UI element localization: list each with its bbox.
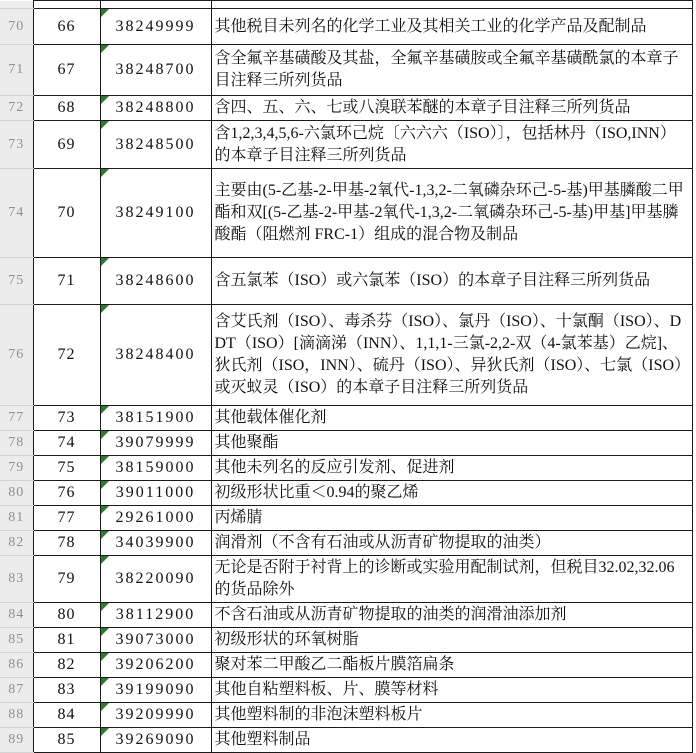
code-cell[interactable] — [100, 305, 211, 406]
sequence-cell[interactable]: 70 — [33, 169, 100, 258]
code-cell[interactable] — [100, 456, 211, 481]
code-value: 38248500 — [115, 135, 196, 153]
table-row — [0, 96, 692, 121]
sequence-cell[interactable]: 72 — [33, 305, 100, 406]
sequence-cell[interactable]: 71 — [33, 258, 100, 305]
code-cell[interactable] — [100, 556, 211, 603]
description-cell[interactable]: 含五氯苯（ISO）或六氯苯（ISO）的本章子目注释三所列货品 — [211, 258, 692, 305]
code-value: 38220090 — [115, 570, 196, 587]
code-cell[interactable] — [100, 431, 211, 456]
sequence-cell[interactable]: 73 — [33, 406, 100, 431]
table-row — [0, 628, 692, 653]
error-triangle-icon — [101, 506, 109, 514]
description-cell[interactable]: 其他塑料制品 — [211, 728, 692, 753]
code-value: 34039900 — [115, 534, 196, 551]
error-triangle-icon — [101, 169, 109, 177]
description-cell[interactable]: 无论是否附于衬背上的诊断或实验用配制试剂，但税目32.02,32.06的货品除外 — [211, 556, 692, 603]
error-triangle-icon — [101, 531, 109, 539]
sequence-cell[interactable]: 80 — [33, 603, 100, 628]
table-row — [0, 703, 692, 728]
code-cell[interactable] — [100, 506, 211, 531]
description-cell[interactable]: 主要由(5-乙基-2-甲基-2氧代-1,3,2-二氧磷杂环己-5-基)甲基膦酸二甲酯和双[(5-乙基-2-甲基-2氧代-1,3,2-二氧磷杂环己-5-基)甲基]甲基膦酸酯（阻燃剂 FRC-1）组成的混合物及制品 — [211, 169, 692, 258]
description-cell[interactable]: 其他税目未列名的化学工业及其相关工业的化学产品及配制品 — [211, 9, 692, 45]
error-triangle-icon — [101, 456, 109, 464]
sequence-cell[interactable]: 81 — [33, 628, 100, 653]
sequence-cell[interactable]: 68 — [33, 96, 100, 121]
row-header-cell[interactable]: 85 — [0, 628, 33, 653]
code-value: 39011000 — [115, 484, 196, 501]
table-row — [0, 678, 692, 703]
row-header-cell[interactable] — [0, 1, 33, 9]
code-cell[interactable] — [100, 406, 211, 431]
description-cell[interactable] — [211, 1, 692, 9]
description-cell[interactable]: 含四、五、六、七或八溴联苯醚的本章子目注释三所列货品 — [211, 96, 692, 121]
row-header-cell[interactable]: 74 — [0, 169, 33, 258]
table-row — [0, 556, 692, 603]
code-cell[interactable] — [100, 45, 211, 96]
code-value: 39206200 — [115, 656, 196, 673]
code-cell[interactable] — [100, 603, 211, 628]
table-row — [0, 1, 692, 9]
description-cell[interactable]: 含1,2,3,4,5,6-六氯环己烷〔六六六（ISO）〕，包括林丹（ISO,INN）的本章子目注释三所列货品 — [211, 121, 692, 169]
code-cell[interactable] — [100, 678, 211, 703]
description-cell[interactable]: 初级形状的环氧树脂 — [211, 628, 692, 653]
code-value: 38112900 — [115, 606, 196, 623]
description-cell[interactable]: 丙烯腈 — [211, 506, 692, 531]
code-cell[interactable] — [100, 169, 211, 258]
code-value: 29261000 — [115, 509, 196, 526]
row-header-cell[interactable]: 75 — [0, 258, 33, 305]
row-header-cell[interactable]: 84 — [0, 603, 33, 628]
row-header-cell[interactable]: 81 — [0, 506, 33, 531]
sequence-cell[interactable] — [33, 1, 100, 9]
description-cell[interactable]: 其他自粘塑料板、片、膜等材料 — [211, 678, 692, 703]
row-header-cell[interactable]: 70 — [0, 9, 33, 45]
row-header-cell[interactable]: 72 — [0, 96, 33, 121]
error-triangle-icon — [101, 96, 109, 104]
table-row — [0, 45, 692, 96]
row-header-cell[interactable]: 76 — [0, 305, 33, 406]
sequence-cell[interactable]: 82 — [33, 653, 100, 678]
error-triangle-icon — [101, 603, 109, 611]
error-triangle-icon — [101, 628, 109, 636]
code-value: 38249100 — [115, 204, 196, 221]
row-header-cell[interactable]: 83 — [0, 556, 33, 603]
error-triangle-icon — [101, 9, 109, 17]
description-cell[interactable]: 不含石油或从沥青矿物提取的油类的润滑油添加剂 — [211, 603, 692, 628]
description-cell[interactable]: 其他塑料制的非泡沫塑料板片 — [211, 703, 692, 728]
description-cell[interactable]: 其他载体催化剂 — [211, 406, 692, 431]
code-cell[interactable] — [100, 703, 211, 728]
row-header-cell[interactable]: 79 — [0, 456, 33, 481]
row-header-cell[interactable]: 73 — [0, 121, 33, 169]
error-triangle-icon — [101, 258, 109, 266]
code-value: 39269090 — [115, 731, 196, 748]
description-cell[interactable]: 聚对苯二甲酸乙二酯板片膜箔扁条 — [211, 653, 692, 678]
error-triangle-icon — [101, 678, 109, 686]
code-cell[interactable] — [100, 258, 211, 305]
row-header-cell[interactable]: 77 — [0, 406, 33, 431]
table-row — [0, 169, 692, 258]
row-header-cell[interactable]: 86 — [0, 653, 33, 678]
row-header-cell[interactable]: 71 — [0, 45, 33, 96]
table-row — [0, 653, 692, 678]
error-triangle-icon — [101, 406, 109, 414]
description-cell[interactable]: 其他聚酯 — [211, 431, 692, 456]
error-triangle-icon — [101, 703, 109, 711]
error-triangle-icon — [101, 45, 109, 53]
code-value: 39073000 — [115, 631, 196, 648]
sequence-cell[interactable]: 67 — [33, 45, 100, 96]
error-triangle-icon — [101, 121, 109, 129]
code-value: 39199090 — [115, 681, 196, 698]
sequence-cell[interactable]: 85 — [33, 728, 100, 753]
code-cell[interactable] — [100, 628, 211, 653]
code-cell[interactable] — [100, 728, 211, 753]
table-row — [0, 305, 692, 406]
sequence-cell[interactable]: 75 — [33, 456, 100, 481]
code-cell[interactable] — [100, 9, 211, 45]
code-cell[interactable] — [100, 653, 211, 678]
table-row — [0, 506, 692, 531]
code-value: 38248600 — [115, 272, 196, 289]
sequence-cell[interactable]: 83 — [33, 678, 100, 703]
table-row — [0, 728, 692, 753]
row-header-cell[interactable]: 82 — [0, 531, 33, 556]
description-cell[interactable]: 含全氟辛基磺酸及其盐，全氟辛基磺胺或全氟辛基磺酰氯的本章子目注释三所列货品 — [211, 45, 692, 96]
sequence-cell[interactable]: 84 — [33, 703, 100, 728]
sequence-cell[interactable]: 79 — [33, 556, 100, 603]
code-cell[interactable] — [100, 1, 211, 9]
sequence-cell[interactable]: 78 — [33, 531, 100, 556]
sequence-cell[interactable]: 76 — [33, 481, 100, 506]
error-triangle-icon — [101, 481, 109, 489]
code-value: 38159000 — [115, 459, 196, 476]
table-row — [0, 258, 692, 305]
table-body — [0, 1, 692, 753]
code-value: 39079999 — [115, 434, 196, 451]
code-value: 38249999 — [115, 17, 196, 35]
error-triangle-icon — [101, 305, 109, 313]
table-row — [0, 121, 692, 169]
table-row — [0, 481, 692, 506]
row-header-cell[interactable]: 89 — [0, 728, 33, 753]
sequence-cell[interactable]: 74 — [33, 431, 100, 456]
code-value: 38248800 — [115, 99, 196, 116]
error-triangle-icon — [101, 728, 109, 736]
code-cell[interactable] — [100, 121, 211, 169]
sequence-cell[interactable]: 69 — [33, 121, 100, 169]
code-cell[interactable] — [100, 531, 211, 556]
code-value: 39209990 — [115, 706, 196, 723]
row-header-cell[interactable]: 80 — [0, 481, 33, 506]
code-value: 38248400 — [115, 346, 196, 363]
code-value: 38151900 — [115, 409, 196, 426]
error-triangle-icon — [101, 431, 109, 439]
table-row — [0, 603, 692, 628]
error-triangle-icon — [101, 653, 109, 661]
description-cell[interactable]: 初级形状比重＜0.94的聚乙烯 — [211, 481, 692, 506]
description-cell[interactable]: 含艾氏剂（ISO）、毒杀芬（ISO）、氯丹（ISO）、十氯酮（ISO）、DDT（ISO）[滴滴涕（INN）、1,1,1-三氯-2,2-双（4-氯苯基）乙烷]、狄氏剂（ISO，INN）、硫丹（ISO）、异狄氏剂（ISO）、七氯（ISO）或灭蚁灵（ISO）的本章子目注释三所列货品 — [211, 305, 692, 406]
table-row — [0, 9, 692, 45]
table-row — [0, 406, 692, 431]
description-cell[interactable]: 其他未列名的反应引发剂、促进剂 — [211, 456, 692, 481]
sequence-cell[interactable]: 66 — [33, 9, 100, 45]
sequence-cell[interactable]: 77 — [33, 506, 100, 531]
code-cell[interactable] — [100, 96, 211, 121]
error-triangle-icon — [101, 556, 109, 564]
table-row — [0, 431, 692, 456]
table-row — [0, 531, 692, 556]
row-header-cell[interactable]: 78 — [0, 431, 33, 456]
code-value: 38248700 — [115, 61, 196, 78]
description-cell[interactable]: 润滑剂（不含有石油或从沥青矿物提取的油类） — [211, 531, 692, 556]
row-header-cell[interactable]: 87 — [0, 678, 33, 703]
row-header-cell[interactable]: 88 — [0, 703, 33, 728]
code-cell[interactable] — [100, 481, 211, 506]
table-row — [0, 456, 692, 481]
